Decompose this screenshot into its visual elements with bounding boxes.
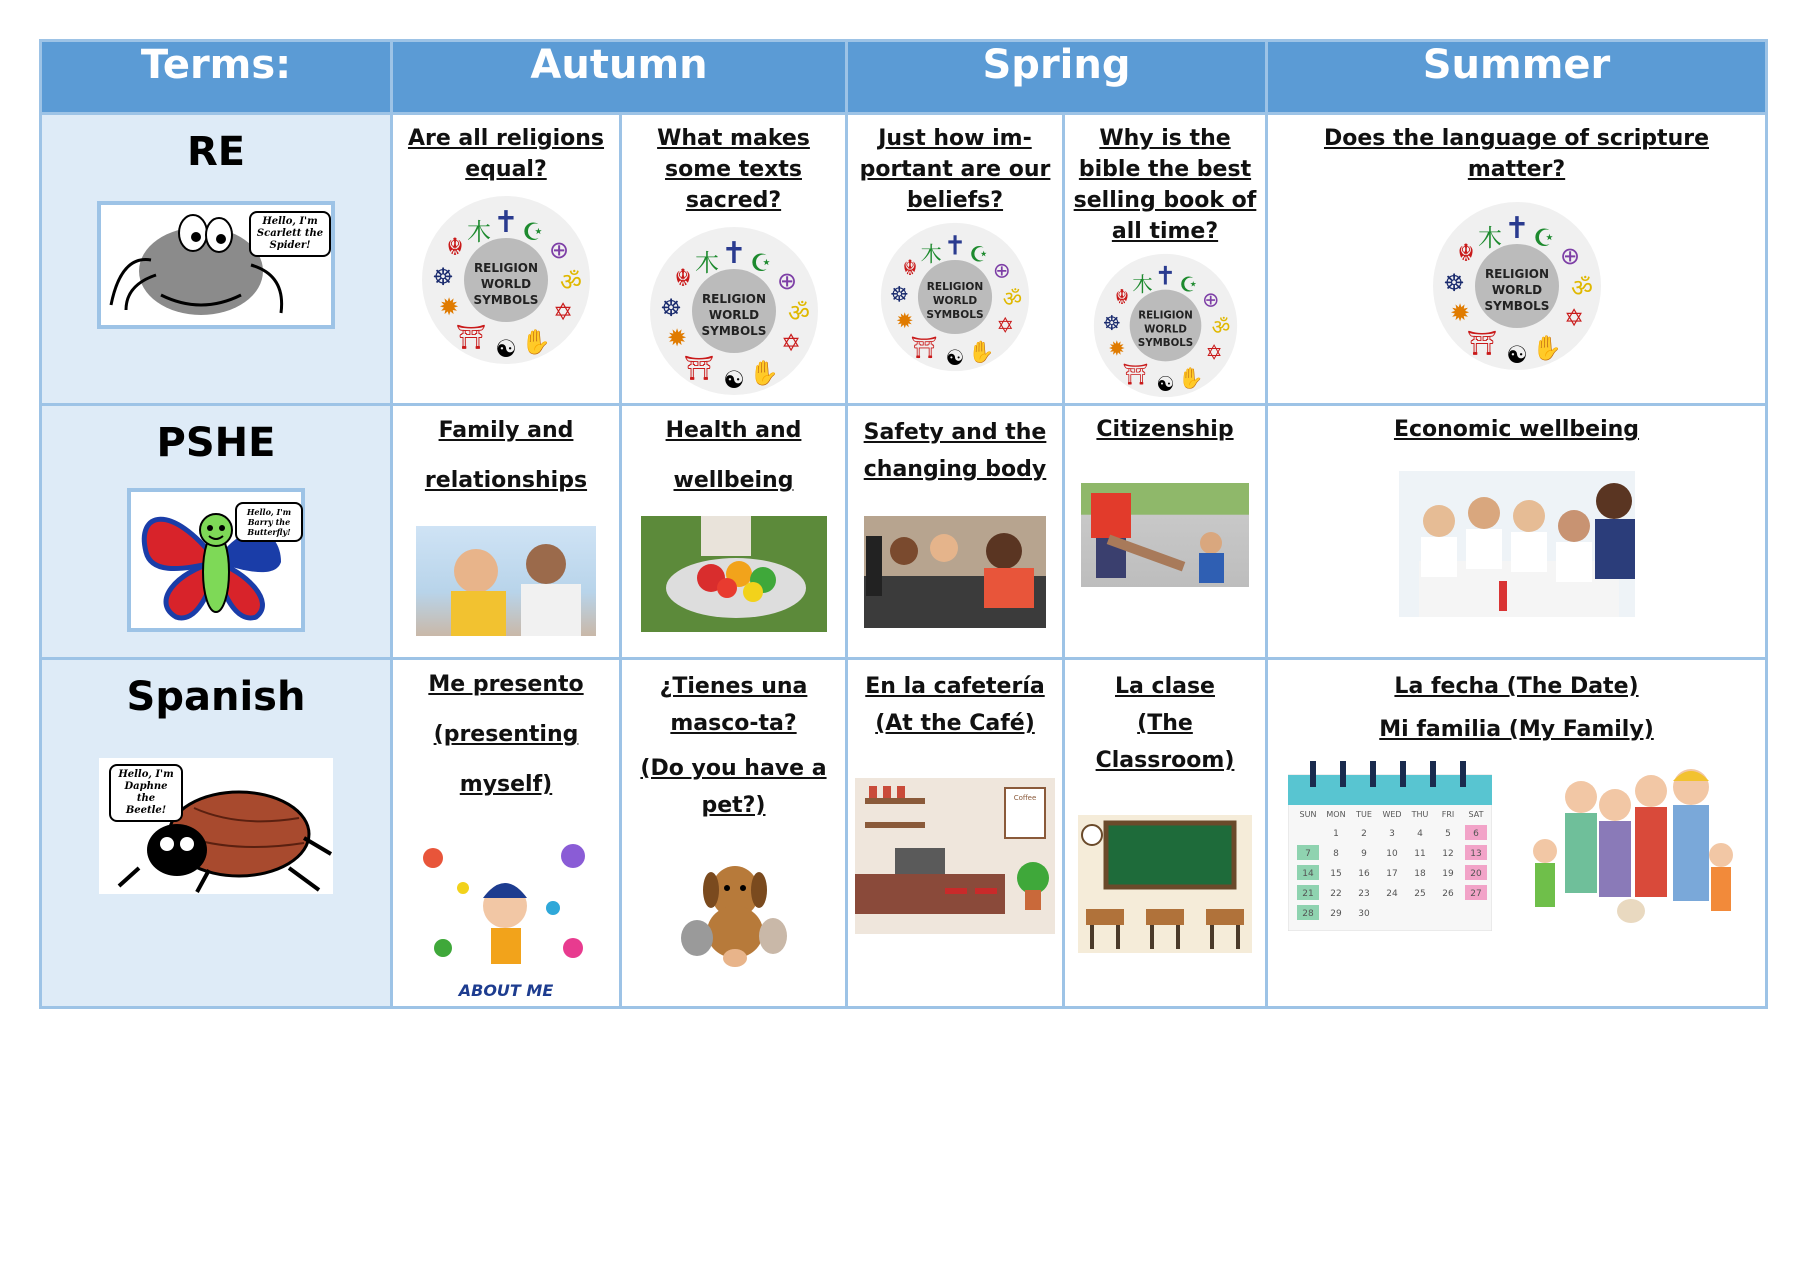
calendar-day-number: 8: [1333, 849, 1339, 859]
calendar-day-number: 25: [1414, 889, 1426, 899]
svg-text:☪: ☪: [969, 241, 989, 267]
topic-title: What makes some texts sacred?: [657, 126, 810, 213]
svg-text:SYMBOLS: SYMBOLS: [1484, 299, 1549, 313]
vegetables-photo: [641, 516, 827, 632]
svg-text:☪: ☪: [1532, 224, 1555, 252]
svg-text:ॐ: ॐ: [787, 299, 810, 327]
svg-text:⛩: ⛩: [455, 323, 487, 351]
header-autumn: Autumn: [392, 41, 847, 114]
spanish-summer: [1267, 659, 1767, 1008]
calendar-day-number: 14: [1302, 869, 1314, 879]
religion-symbols-image: [1432, 201, 1602, 376]
classroom-group-photo: [1399, 471, 1635, 617]
svg-text:☸: ☸: [1442, 269, 1465, 297]
calendar-icon: [1288, 761, 1492, 931]
svg-text:RELIGION: RELIGION: [701, 292, 766, 306]
calendar-day-number: 12: [1442, 849, 1454, 859]
calendar-day-number: 9: [1361, 849, 1367, 859]
curriculum-table: [39, 39, 1768, 1009]
family-photo: [416, 526, 596, 636]
topic-subtitle: (presenting myself): [433, 722, 579, 797]
svg-text:☬: ☬: [673, 264, 692, 292]
calendar-day-number: 18: [1414, 869, 1426, 879]
calendar-day-label: SUN: [1299, 810, 1317, 819]
svg-text:☬: ☬: [902, 254, 918, 280]
calendar-day-number: 11: [1414, 849, 1426, 859]
svg-text:SYMBOLS: SYMBOLS: [1137, 337, 1193, 349]
svg-text:SYMBOLS: SYMBOLS: [473, 293, 539, 307]
subject-spanish: [41, 659, 392, 1008]
svg-text:木: 木: [920, 241, 942, 267]
svg-text:✹: ✹: [895, 307, 914, 333]
family-cartoon-image: [1521, 761, 1747, 931]
topic-title: La fecha (The Date): [1394, 674, 1639, 699]
beetle-mascot: [99, 758, 333, 894]
svg-text:✡: ✡: [996, 312, 1015, 338]
topic-subtitle: Mi familia (My Family): [1379, 717, 1654, 742]
svg-text:✡: ✡: [552, 298, 574, 326]
subject-re: [41, 114, 392, 405]
religion-symbols-icon: [421, 195, 591, 365]
topic-title: En la cafetería: [865, 674, 1045, 699]
header-spring: Spring: [847, 41, 1267, 114]
svg-text:✡: ✡: [780, 329, 801, 357]
svg-text:✹: ✹: [666, 324, 687, 352]
pets-image-icon: [673, 852, 795, 968]
calendar-day-number: 7: [1305, 849, 1311, 859]
svg-text:木: 木: [1131, 272, 1153, 297]
topic-title: La clase: [1115, 674, 1215, 699]
calendar-day-number: 6: [1473, 829, 1479, 839]
religion-symbols-icon: [649, 226, 819, 396]
calendar-day-number: 1: [1333, 829, 1339, 839]
classroom-image: [1078, 815, 1252, 953]
classroom-group-image-icon: [1399, 471, 1635, 617]
svg-text:✝: ✝: [943, 230, 967, 262]
svg-text:✡: ✡: [1205, 340, 1223, 365]
svg-text:木: 木: [694, 249, 719, 277]
header-summer: Summer: [1267, 41, 1767, 114]
svg-text:☪: ☪: [1178, 272, 1198, 297]
calendar-day-number: 3: [1389, 829, 1395, 839]
topic-title: Economic wellbeing: [1393, 417, 1640, 442]
svg-text:木: 木: [467, 218, 491, 246]
svg-text:☪: ☪: [522, 218, 544, 246]
svg-text:木: 木: [1477, 224, 1502, 252]
religion-symbols-image: [421, 195, 591, 370]
pshe-spring-1: [847, 405, 1064, 659]
svg-text:✹: ✹: [1449, 299, 1470, 327]
butterfly-speech-bubble: Hello, I'm Barry the Butterfly!: [235, 502, 303, 542]
topic-title: Just how im-portant are our beliefs?: [859, 126, 1051, 213]
calendar-day-number: 13: [1470, 849, 1482, 859]
svg-text:✋: ✋: [1177, 366, 1204, 391]
svg-text:✝: ✝: [1503, 211, 1530, 246]
re-spring-2: [1064, 114, 1267, 405]
spanish-autumn-1: [392, 659, 621, 1008]
religion-symbols-icon: [1093, 253, 1238, 398]
svg-text:✋: ✋: [1531, 334, 1562, 362]
svg-text:✝: ✝: [720, 236, 747, 271]
calendar-day-number: 4: [1417, 829, 1423, 839]
about-me-image: [403, 828, 609, 1006]
topic-subtitle: (Do you have a pet?): [640, 756, 827, 818]
calendar-day-number: 16: [1358, 869, 1370, 879]
pshe-autumn-2: [621, 405, 847, 659]
svg-text:⊕: ⊕: [548, 236, 570, 264]
svg-text:RELIGION: RELIGION: [473, 261, 539, 275]
pets-photo: [673, 852, 795, 968]
calendar-day-number: 2: [1361, 829, 1367, 839]
topic-title: Citizenship: [1096, 417, 1234, 442]
pshe-spring-2: [1064, 405, 1267, 659]
svg-text:SYMBOLS: SYMBOLS: [701, 324, 766, 338]
calendar-day-number: 5: [1445, 829, 1451, 839]
svg-text:WORLD: WORLD: [708, 308, 759, 322]
svg-text:SYMBOLS: SYMBOLS: [926, 309, 984, 322]
calendar-image: [1288, 761, 1492, 931]
subject-pshe: [41, 405, 392, 659]
spanish-spring-2: [1064, 659, 1267, 1008]
religion-symbols-icon: [880, 222, 1030, 372]
curriculum-sheet: [39, 39, 1765, 1000]
svg-text:☯: ☯: [1505, 341, 1528, 369]
religion-symbols-image: [649, 226, 819, 401]
svg-text:ॐ: ॐ: [1570, 274, 1593, 302]
vegetables-image-icon: [641, 516, 827, 632]
calendar-day-number: 26: [1442, 889, 1454, 899]
svg-text:ॐ: ॐ: [560, 268, 582, 296]
calendar-day-label: SAT: [1468, 810, 1484, 819]
subject-name-re: RE: [186, 129, 246, 175]
topic-title: Why is the bible the best selling book of all time?: [1073, 126, 1257, 244]
svg-text:✝: ✝: [1154, 261, 1176, 292]
svg-text:✋: ✋: [521, 328, 551, 356]
svg-text:ॐ: ॐ: [1002, 285, 1023, 311]
topic-title: Health and wellbeing: [665, 418, 802, 493]
topic-subtitle: (The Classroom): [1095, 711, 1235, 773]
calendar-day-number: 27: [1470, 889, 1482, 899]
computers-image-icon: [864, 516, 1046, 628]
topic-title: Me presento: [428, 672, 584, 697]
spanish-spring-1: [847, 659, 1064, 1008]
calendar-day-label: THU: [1411, 810, 1429, 819]
topic-subtitle: (At the Café): [875, 711, 1035, 736]
citizenship-photo: [1081, 483, 1249, 587]
about-me-image-icon: [403, 828, 609, 1006]
calendar-day-number: 17: [1386, 869, 1398, 879]
calendar-day-number: 29: [1330, 909, 1342, 919]
butterfly-mascot: [127, 488, 305, 632]
svg-text:✋: ✋: [748, 359, 779, 387]
svg-text:☬: ☬: [1456, 239, 1475, 267]
svg-text:⛩: ⛩: [910, 334, 938, 360]
svg-text:✋: ✋: [968, 338, 995, 364]
svg-text:⊕: ⊕: [1559, 242, 1580, 270]
svg-text:☯: ☯: [495, 335, 517, 363]
calendar-day-label: WED: [1382, 810, 1402, 819]
header-terms: Terms:: [41, 41, 392, 114]
calendar-day-label: FRI: [1441, 810, 1455, 819]
svg-text:RELIGION: RELIGION: [1484, 267, 1549, 281]
re-autumn-2: [621, 114, 847, 405]
beetle-speech-bubble: Hello, I'm Daphne the Beetle!: [109, 764, 183, 822]
svg-text:⛩: ⛩: [1466, 329, 1497, 357]
svg-text:✹: ✹: [1107, 336, 1125, 361]
svg-text:ABOUT ME: ABOUT ME: [458, 981, 554, 1000]
svg-text:WORLD: WORLD: [480, 277, 532, 291]
svg-text:✝: ✝: [493, 205, 519, 240]
calendar-day-number: 21: [1302, 889, 1314, 899]
subject-name-spanish: Spanish: [126, 674, 306, 720]
svg-text:⊕: ⊕: [776, 267, 797, 295]
topic-title: ¿Tienes una masco-ta?: [659, 674, 808, 736]
pshe-autumn-1: [392, 405, 621, 659]
svg-text:⛩: ⛩: [683, 354, 714, 382]
calendar-day-number: 19: [1442, 869, 1454, 879]
calendar-day-label: TUE: [1356, 810, 1372, 819]
svg-text:☸: ☸: [1102, 310, 1121, 335]
religion-symbols-image: [880, 222, 1030, 377]
calendar-day-number: 24: [1386, 889, 1398, 899]
topic-title: Family and relationships: [424, 418, 588, 493]
calendar-day-number: 20: [1470, 869, 1482, 879]
svg-text:Coffee: Coffee: [1013, 794, 1037, 802]
svg-text:✡: ✡: [1563, 304, 1584, 332]
svg-text:RELIGION: RELIGION: [1137, 310, 1193, 322]
spider-mascot: [97, 201, 335, 329]
topic-title: Are all religions equal?: [407, 126, 605, 182]
religion-symbols-icon: [1432, 201, 1602, 371]
classroom-image-icon: [1078, 815, 1252, 953]
svg-text:☬: ☬: [1114, 285, 1129, 310]
cafe-image: [855, 778, 1055, 934]
svg-text:WORLD: WORLD: [1143, 324, 1187, 336]
svg-text:✹: ✹: [438, 293, 460, 321]
pshe-summer: [1267, 405, 1767, 659]
svg-text:☯: ☯: [945, 344, 965, 370]
subject-name-pshe: PSHE: [156, 420, 276, 466]
calendar-day-number: 10: [1386, 849, 1398, 859]
citizenship-image-icon: [1081, 483, 1249, 587]
cafe-image-icon: [855, 778, 1055, 934]
svg-text:WORLD: WORLD: [1491, 283, 1542, 297]
calendar-day-number: 22: [1330, 889, 1342, 899]
svg-text:⊕: ⊕: [1201, 287, 1219, 312]
calendar-day-label: MON: [1326, 810, 1346, 819]
calendar-day-number: 28: [1302, 909, 1314, 919]
svg-text:☸: ☸: [432, 263, 454, 291]
svg-text:☯: ☯: [1155, 372, 1175, 397]
family-image-icon: [416, 526, 596, 636]
svg-text:☸: ☸: [889, 281, 909, 307]
calendar-day-number: 15: [1330, 869, 1342, 879]
svg-text:☸: ☸: [659, 294, 682, 322]
svg-text:☯: ☯: [722, 366, 745, 394]
calendar-day-number: 30: [1358, 909, 1370, 919]
topic-title: Does the language of scripture matter?: [1323, 126, 1709, 182]
svg-text:⊕: ⊕: [992, 257, 1011, 283]
svg-text:ॐ: ॐ: [1211, 315, 1230, 340]
family-cartoon-icon: [1521, 761, 1747, 931]
svg-text:WORLD: WORLD: [932, 295, 978, 308]
calendar-day-number: 23: [1358, 889, 1370, 899]
re-spring-1: [847, 114, 1064, 405]
svg-text:⛩: ⛩: [1122, 361, 1149, 386]
re-summer: [1267, 114, 1767, 405]
religion-symbols-image: [1093, 253, 1238, 403]
computers-photo: [864, 516, 1046, 628]
spanish-autumn-2: [621, 659, 847, 1008]
svg-text:RELIGION: RELIGION: [926, 280, 984, 293]
svg-text:☬: ☬: [446, 233, 464, 261]
re-autumn-1: [392, 114, 621, 405]
svg-text:☪: ☪: [749, 249, 772, 277]
topic-title: Safety and the changing body: [863, 420, 1047, 482]
spider-speech-bubble: Hello, I'm Scarlett the Spider!: [249, 211, 331, 257]
